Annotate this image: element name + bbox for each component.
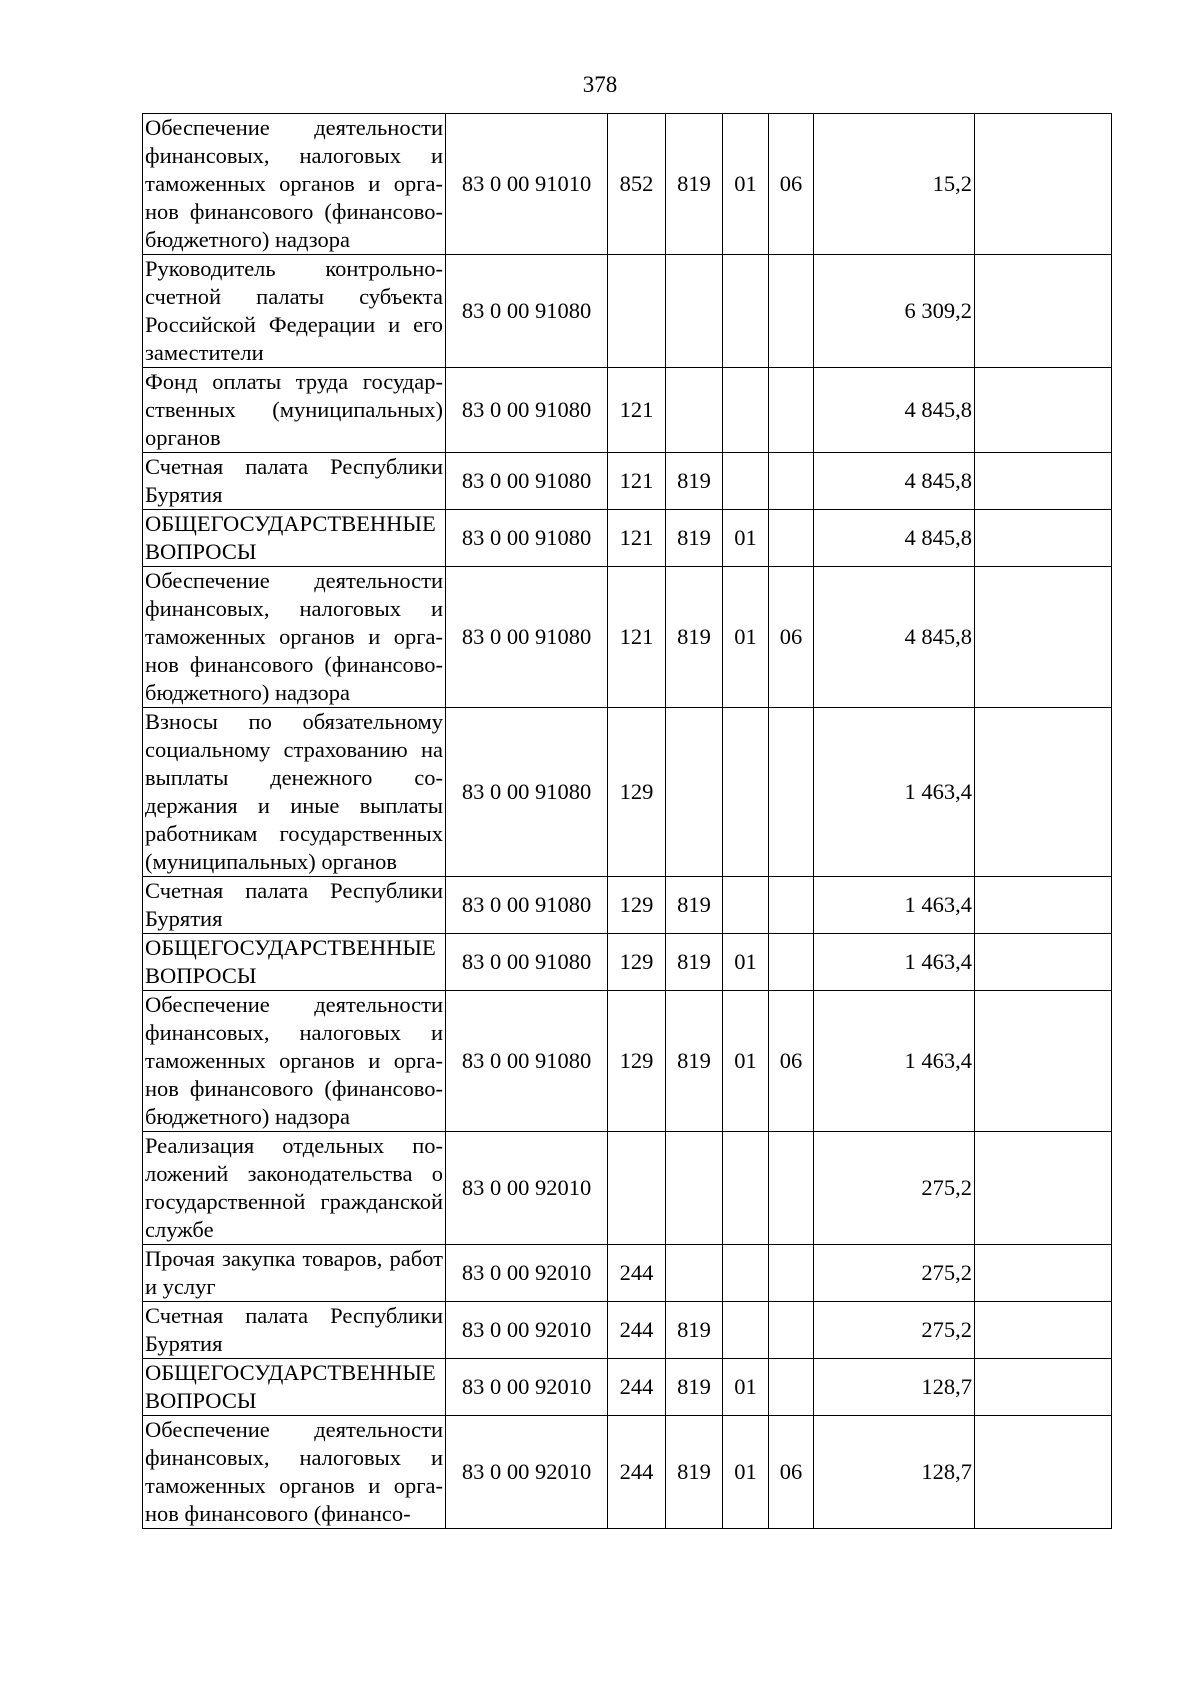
row-subsection (769, 1302, 814, 1359)
row-subsection (769, 1132, 814, 1245)
row-name: Счетная палата Республики Бурятия (143, 1302, 446, 1359)
row-subsection (769, 510, 814, 567)
table-row (143, 708, 1112, 877)
row-expense-type (608, 1132, 666, 1245)
table-row (143, 368, 1112, 453)
row-expense-type: 129 (608, 877, 666, 934)
row-subsection (769, 877, 814, 934)
row-section (723, 368, 769, 453)
row-name: Реализация отдельных положений законодательства о государственной гражданской службе (143, 1132, 446, 1245)
row-expense-type: 129 (608, 934, 666, 991)
row-amount: 275,2 (814, 1132, 975, 1245)
row-expense-type: 852 (608, 114, 666, 255)
row-expense-type: 129 (608, 991, 666, 1132)
table-row (143, 1245, 1112, 1302)
row-subsection (769, 1245, 814, 1302)
row-department-code (666, 708, 723, 877)
row-section: 01 (723, 991, 769, 1132)
row-target-code: 83 0 00 91080 (446, 567, 608, 708)
row-expense-type: 244 (608, 1416, 666, 1529)
row-target-code: 83 0 00 92010 (446, 1302, 608, 1359)
row-subsection: 06 (769, 567, 814, 708)
row-department-code (666, 1132, 723, 1245)
row-name: ОБЩЕГОСУДАРСТВЕННЫЕ ВОПРОСЫ (143, 934, 446, 991)
row-name: Взносы по обязательному социальному страхованию на выплаты денежного содержания и иные выплаты работникам государственных (муниципальных) органов (143, 708, 446, 877)
page-number: 378 (582, 72, 618, 97)
row-target-code: 83 0 00 91080 (446, 934, 608, 991)
table-row (143, 255, 1112, 368)
row-extra (975, 1359, 1112, 1416)
row-extra (975, 877, 1112, 934)
row-target-code: 83 0 00 92010 (446, 1245, 608, 1302)
row-extra (975, 510, 1112, 567)
row-subsection (769, 255, 814, 368)
row-extra (975, 255, 1112, 368)
budget-table-body (143, 114, 1112, 1529)
row-extra (975, 1302, 1112, 1359)
row-target-code: 83 0 00 91080 (446, 877, 608, 934)
row-amount: 4 845,8 (814, 567, 975, 708)
row-subsection: 06 (769, 1416, 814, 1529)
row-department-code: 819 (666, 1416, 723, 1529)
row-amount: 1 463,4 (814, 877, 975, 934)
table-row (143, 453, 1112, 510)
table-row (143, 1132, 1112, 1245)
row-department-code: 819 (666, 114, 723, 255)
row-target-code: 83 0 00 91080 (446, 708, 608, 877)
row-target-code: 83 0 00 91080 (446, 368, 608, 453)
table-row (143, 510, 1112, 567)
row-name: Обеспечение деятельности финансовых, налоговых и таможенных органов и органов финансового (финансо- (143, 1416, 446, 1529)
row-target-code: 83 0 00 92010 (446, 1132, 608, 1245)
row-name: Прочая закупка товаров, работ и услуг (143, 1245, 446, 1302)
row-section: 01 (723, 114, 769, 255)
row-subsection: 06 (769, 114, 814, 255)
row-section (723, 708, 769, 877)
row-department-code: 819 (666, 934, 723, 991)
row-extra (975, 1245, 1112, 1302)
row-extra (975, 114, 1112, 255)
row-target-code: 83 0 00 91080 (446, 510, 608, 567)
row-amount: 275,2 (814, 1302, 975, 1359)
row-section: 01 (723, 934, 769, 991)
row-department-code (666, 368, 723, 453)
row-extra (975, 1416, 1112, 1529)
row-department-code: 819 (666, 567, 723, 708)
row-subsection (769, 368, 814, 453)
table-row (143, 1416, 1112, 1529)
row-extra (975, 1132, 1112, 1245)
row-department-code: 819 (666, 453, 723, 510)
row-subsection: 06 (769, 991, 814, 1132)
row-amount: 15,2 (814, 114, 975, 255)
row-name: ОБЩЕГОСУДАРСТВЕННЫЕ ВОПРОСЫ (143, 510, 446, 567)
row-extra (975, 708, 1112, 877)
row-extra (975, 934, 1112, 991)
row-extra (975, 567, 1112, 708)
table-row (143, 1359, 1112, 1416)
row-name: Счетная палата Республики Бурятия (143, 453, 446, 510)
row-expense-type: 244 (608, 1359, 666, 1416)
row-section (723, 877, 769, 934)
row-department-code: 819 (666, 1359, 723, 1416)
table-row (143, 1302, 1112, 1359)
row-subsection (769, 453, 814, 510)
row-extra (975, 368, 1112, 453)
row-expense-type: 129 (608, 708, 666, 877)
row-expense-type: 244 (608, 1302, 666, 1359)
row-extra (975, 453, 1112, 510)
row-section: 01 (723, 567, 769, 708)
row-amount: 4 845,8 (814, 368, 975, 453)
table-row (143, 114, 1112, 255)
row-section: 01 (723, 1416, 769, 1529)
row-department-code: 819 (666, 991, 723, 1132)
row-section (723, 1245, 769, 1302)
row-section: 01 (723, 1359, 769, 1416)
row-amount: 1 463,4 (814, 934, 975, 991)
row-subsection (769, 1359, 814, 1416)
row-amount: 4 845,8 (814, 453, 975, 510)
row-department-code (666, 255, 723, 368)
row-name: Руководитель контрольно-счетной палаты субъекта Российской Федерации и его заместители (143, 255, 446, 368)
row-target-code: 83 0 00 91080 (446, 991, 608, 1132)
row-amount: 1 463,4 (814, 991, 975, 1132)
table-row (143, 934, 1112, 991)
row-expense-type: 121 (608, 368, 666, 453)
row-department-code: 819 (666, 1302, 723, 1359)
row-name: Обеспечение деятельности финансовых, налоговых и таможенных органов и органов финансового (финансово-бюджетного) надзора (143, 114, 446, 255)
row-name: ОБЩЕГОСУДАРСТВЕННЫЕ ВОПРОСЫ (143, 1359, 446, 1416)
row-section: 01 (723, 510, 769, 567)
row-target-code: 83 0 00 91080 (446, 255, 608, 368)
row-amount: 4 845,8 (814, 510, 975, 567)
row-section (723, 1132, 769, 1245)
row-expense-type: 121 (608, 453, 666, 510)
row-section (723, 1302, 769, 1359)
row-name: Обеспечение деятельности финансовых, налоговых и таможенных органов и органов финансового (финансово-бюджетного) надзора (143, 567, 446, 708)
row-department-code (666, 1245, 723, 1302)
row-subsection (769, 934, 814, 991)
row-department-code: 819 (666, 510, 723, 567)
row-amount: 1 463,4 (814, 708, 975, 877)
budget-table (142, 113, 1112, 1529)
row-target-code: 83 0 00 92010 (446, 1359, 608, 1416)
table-row (143, 877, 1112, 934)
row-subsection (769, 708, 814, 877)
row-target-code: 83 0 00 92010 (446, 1416, 608, 1529)
row-name: Фонд оплаты труда государственных (муниципальных) органов (143, 368, 446, 453)
row-amount: 128,7 (814, 1359, 975, 1416)
row-amount: 128,7 (814, 1416, 975, 1529)
table-row (143, 991, 1112, 1132)
row-section (723, 255, 769, 368)
row-expense-type: 121 (608, 510, 666, 567)
row-name: Счетная палата Республики Бурятия (143, 877, 446, 934)
row-department-code: 819 (666, 877, 723, 934)
row-name: Обеспечение деятельности финансовых, налоговых и таможенных органов и органов финансового (финансово-бюджетного) надзора (143, 991, 446, 1132)
row-expense-type (608, 255, 666, 368)
row-expense-type: 121 (608, 567, 666, 708)
row-amount: 6 309,2 (814, 255, 975, 368)
row-section (723, 453, 769, 510)
row-extra (975, 991, 1112, 1132)
row-expense-type: 244 (608, 1245, 666, 1302)
table-row (143, 567, 1112, 708)
row-target-code: 83 0 00 91080 (446, 453, 608, 510)
row-target-code: 83 0 00 91010 (446, 114, 608, 255)
row-amount: 275,2 (814, 1245, 975, 1302)
